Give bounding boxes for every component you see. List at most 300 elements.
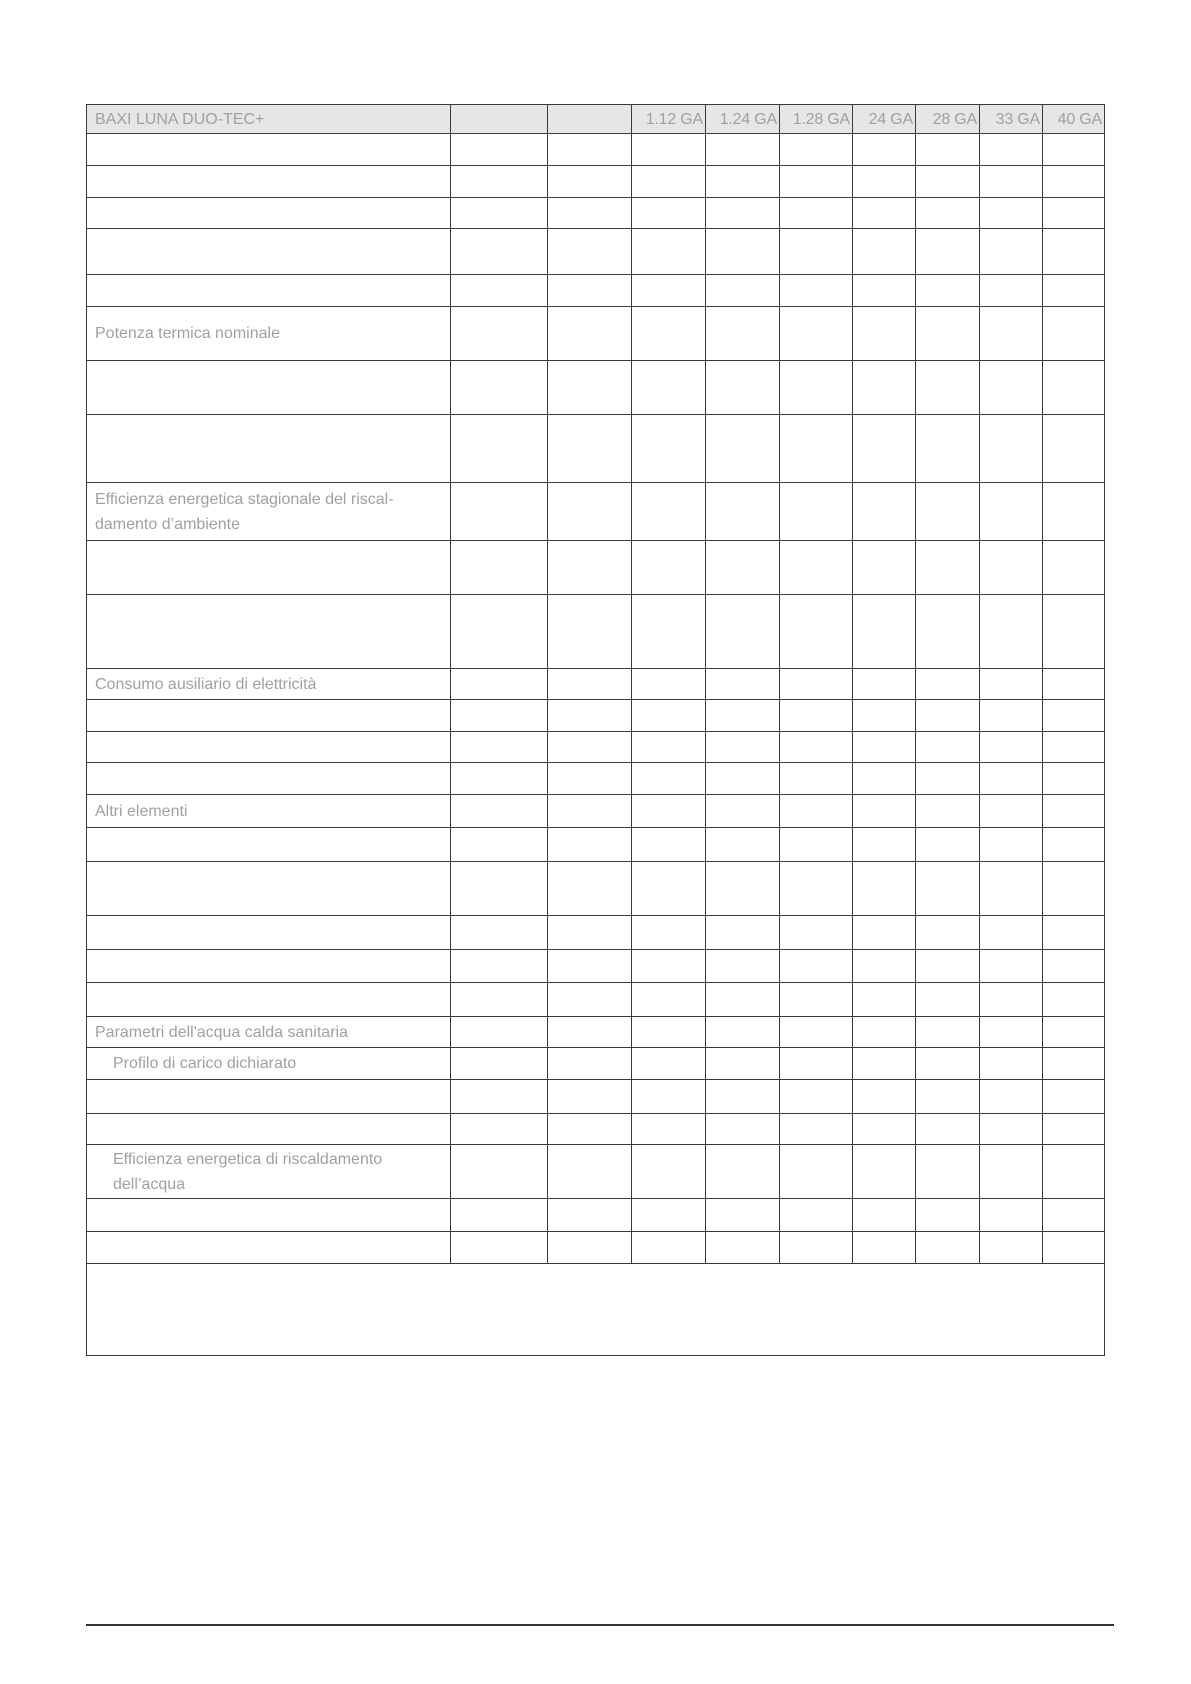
value-cell [548,828,632,862]
value-cell [980,983,1043,1017]
value-cell [780,1017,853,1048]
row-label [87,166,451,198]
value-cell [853,862,916,916]
value-cell [780,916,853,950]
value-cell [632,795,706,828]
value-cell [916,795,980,828]
value-cell [980,828,1043,862]
value-cell [853,1145,916,1199]
value-cell [916,862,980,916]
value-cell [1043,415,1105,483]
value-cell [1043,1145,1105,1199]
value-cell [548,862,632,916]
value-cell [916,541,980,595]
value-cell [853,950,916,983]
value-cell [706,415,780,483]
value-cell [1043,134,1105,166]
value-cell [1043,307,1105,361]
value-cell [451,669,548,700]
row-label [87,732,451,763]
value-cell [706,983,780,1017]
value-cell [632,483,706,541]
value-cell [980,1145,1043,1199]
row-label [87,595,451,669]
value-cell [980,415,1043,483]
value-cell [1043,763,1105,795]
row-label [87,828,451,862]
table-row [87,361,1105,415]
table-row [87,1114,1105,1145]
row-label [87,916,451,950]
table-row [87,763,1105,795]
value-cell [632,166,706,198]
value-cell [632,198,706,229]
value-cell [853,541,916,595]
value-cell [451,983,548,1017]
value-cell [632,1080,706,1114]
value-cell [853,198,916,229]
value-cell [548,1199,632,1232]
value-cell [632,595,706,669]
value-cell [1043,828,1105,862]
value-cell [451,1232,548,1264]
value-cell [980,229,1043,275]
value-cell [706,916,780,950]
value-cell [632,1048,706,1080]
value-cell [1043,361,1105,415]
value-cell [980,862,1043,916]
value-cell [916,198,980,229]
value-cell [980,669,1043,700]
value-cell [706,483,780,541]
value-cell [548,700,632,732]
value-cell [632,828,706,862]
value-cell [916,732,980,763]
table-row [87,198,1105,229]
value-cell [780,1145,853,1199]
value-cell [706,361,780,415]
table-row [87,1048,1105,1080]
value-cell [916,134,980,166]
row-label [87,763,451,795]
value-cell [853,763,916,795]
row-label: Profilo di carico dichiarato [87,1048,451,1080]
value-cell [548,1145,632,1199]
value-cell [780,1232,853,1264]
value-cell [980,198,1043,229]
value-cell [548,134,632,166]
row-label: Efficienza energetica di riscaldamento dell’acqua [87,1145,451,1199]
header-row [87,105,1105,134]
table-body [87,134,1105,1264]
value-cell [632,950,706,983]
value-cell [451,1145,548,1199]
value-cell [548,950,632,983]
model-header: 24 GA [853,105,916,134]
header-empty-cell [548,105,632,134]
row-label [87,541,451,595]
value-cell [451,134,548,166]
value-cell [706,828,780,862]
value-cell [853,983,916,1017]
value-cell [1043,916,1105,950]
value-cell [706,1048,780,1080]
row-label [87,700,451,732]
value-cell [1043,1080,1105,1114]
value-cell [980,361,1043,415]
value-cell [980,1080,1043,1114]
value-cell [780,1080,853,1114]
value-cell [451,275,548,307]
value-cell [706,166,780,198]
value-cell [780,795,853,828]
value-cell [548,669,632,700]
value-cell [780,595,853,669]
value-cell [853,1080,916,1114]
value-cell [980,275,1043,307]
value-cell [632,983,706,1017]
value-cell [980,950,1043,983]
value-cell [706,198,780,229]
value-cell [632,700,706,732]
value-cell [780,950,853,983]
value-cell [706,700,780,732]
value-cell [780,763,853,795]
value-cell [916,1048,980,1080]
value-cell [916,1232,980,1264]
value-cell [706,795,780,828]
value-cell [780,229,853,275]
value-cell [980,1232,1043,1264]
table-row [87,862,1105,916]
value-cell [980,307,1043,361]
value-cell [706,763,780,795]
value-cell [451,229,548,275]
value-cell [706,1232,780,1264]
table-row [87,669,1105,700]
value-cell [916,916,980,950]
value-cell [632,916,706,950]
row-label [87,229,451,275]
value-cell [853,229,916,275]
row-label: Parametri dell'acqua calda sanitaria [87,1017,451,1048]
value-cell [632,1114,706,1145]
value-cell [853,307,916,361]
value-cell [916,763,980,795]
value-cell [548,166,632,198]
value-cell [916,361,980,415]
value-cell [916,1017,980,1048]
value-cell [706,307,780,361]
value-cell [632,275,706,307]
value-cell [548,483,632,541]
table-row [87,541,1105,595]
value-cell [980,134,1043,166]
value-cell [780,541,853,595]
value-cell [548,198,632,229]
value-cell [1043,275,1105,307]
table-row [87,307,1105,361]
value-cell [451,950,548,983]
row-label [87,1080,451,1114]
value-cell [980,1114,1043,1145]
model-header: 33 GA [980,105,1043,134]
value-cell [853,415,916,483]
value-cell [706,1017,780,1048]
value-cell [780,1199,853,1232]
value-cell [548,763,632,795]
table-row [87,1145,1105,1199]
value-cell [980,700,1043,732]
value-cell [548,1048,632,1080]
value-cell [853,669,916,700]
value-cell [548,1017,632,1048]
value-cell [1043,1048,1105,1080]
value-cell [916,166,980,198]
value-cell [548,595,632,669]
value-cell [916,669,980,700]
note-row [87,1264,1105,1356]
value-cell [853,361,916,415]
value-cell [853,700,916,732]
value-cell [451,732,548,763]
value-cell [780,983,853,1017]
row-label [87,983,451,1017]
table-row [87,828,1105,862]
value-cell [980,763,1043,795]
row-label [87,1232,451,1264]
value-cell [916,1114,980,1145]
product-title: BAXI LUNA DUO-TEC+ [87,105,451,134]
value-cell [451,763,548,795]
value-cell [548,361,632,415]
value-cell [1043,541,1105,595]
value-cell [632,1232,706,1264]
table-row [87,700,1105,732]
row-label [87,950,451,983]
value-cell [451,862,548,916]
value-cell [980,1199,1043,1232]
row-label: Efficienza energetica stagionale del riscal-damento d’ambiente [87,483,451,541]
row-label [87,275,451,307]
value-cell [451,361,548,415]
specification-table [86,104,1105,1356]
value-cell [706,275,780,307]
table-row [87,983,1105,1017]
model-header: 28 GA [916,105,980,134]
value-cell [916,229,980,275]
value-cell [548,1080,632,1114]
value-cell [632,134,706,166]
value-cell [853,595,916,669]
value-cell [706,134,780,166]
value-cell [853,483,916,541]
value-cell [451,828,548,862]
table-row [87,950,1105,983]
row-label: Altri elementi [87,795,451,828]
model-header: 1.24 GA [706,105,780,134]
value-cell [853,1232,916,1264]
value-cell [1043,1232,1105,1264]
value-cell [780,669,853,700]
row-label [87,415,451,483]
value-cell [706,1114,780,1145]
value-cell [451,595,548,669]
value-cell [706,1145,780,1199]
value-cell [451,795,548,828]
value-cell [548,275,632,307]
row-label [87,198,451,229]
value-cell [980,1048,1043,1080]
value-cell [853,795,916,828]
value-cell [916,307,980,361]
table-row [87,595,1105,669]
value-cell [916,1145,980,1199]
value-cell [853,1199,916,1232]
value-cell [780,862,853,916]
value-cell [780,700,853,732]
value-cell [548,541,632,595]
value-cell [1043,166,1105,198]
value-cell [780,134,853,166]
value-cell [1043,229,1105,275]
table-row [87,166,1105,198]
value-cell [706,1199,780,1232]
value-cell [916,950,980,983]
value-cell [1043,1017,1105,1048]
value-cell [853,1048,916,1080]
value-cell [1043,983,1105,1017]
table-row [87,134,1105,166]
value-cell [780,415,853,483]
value-cell [632,541,706,595]
value-cell [548,1232,632,1264]
value-cell [451,1017,548,1048]
value-cell [980,595,1043,669]
value-cell [451,1114,548,1145]
value-cell [451,166,548,198]
value-cell [451,1199,548,1232]
value-cell [548,916,632,950]
value-cell [632,361,706,415]
value-cell [632,732,706,763]
value-cell [1043,198,1105,229]
value-cell [706,950,780,983]
footer-rule [86,1624,1114,1626]
header-empty-cell [451,105,548,134]
value-cell [853,1114,916,1145]
value-cell [780,1048,853,1080]
value-cell [451,700,548,732]
note-cell [87,1264,1105,1356]
value-cell [780,828,853,862]
value-cell [632,862,706,916]
value-cell [706,862,780,916]
value-cell [916,595,980,669]
value-cell [451,307,548,361]
row-label [87,1114,451,1145]
row-label [87,361,451,415]
value-cell [916,828,980,862]
value-cell [706,229,780,275]
value-cell [632,1017,706,1048]
value-cell [451,541,548,595]
value-cell [1043,595,1105,669]
value-cell [980,916,1043,950]
value-cell [1043,795,1105,828]
value-cell [1043,700,1105,732]
value-cell [451,1080,548,1114]
model-header: 1.28 GA [780,105,853,134]
value-cell [916,1080,980,1114]
table-row [87,916,1105,950]
value-cell [853,916,916,950]
row-label: Potenza termica nominale [87,307,451,361]
model-header: 1.12 GA [632,105,706,134]
value-cell [1043,1199,1105,1232]
value-cell [1043,862,1105,916]
value-cell [853,732,916,763]
value-cell [916,700,980,732]
value-cell [780,166,853,198]
value-cell [548,307,632,361]
value-cell [780,361,853,415]
value-cell [632,669,706,700]
table-row [87,275,1105,307]
value-cell [632,229,706,275]
value-cell [451,916,548,950]
value-cell [980,483,1043,541]
value-cell [853,1017,916,1048]
value-cell [1043,732,1105,763]
value-cell [548,415,632,483]
value-cell [548,1114,632,1145]
value-cell [548,795,632,828]
value-cell [548,732,632,763]
value-cell [780,307,853,361]
value-cell [916,415,980,483]
value-cell [980,541,1043,595]
value-cell [853,828,916,862]
value-cell [632,1145,706,1199]
value-cell [916,983,980,1017]
value-cell [706,669,780,700]
value-cell [1043,483,1105,541]
value-cell [780,275,853,307]
value-cell [916,483,980,541]
row-label [87,862,451,916]
value-cell [706,541,780,595]
value-cell [853,166,916,198]
value-cell [451,1048,548,1080]
table-row [87,1017,1105,1048]
value-cell [980,166,1043,198]
table-row [87,415,1105,483]
table-row [87,483,1105,541]
value-cell [853,134,916,166]
table-row [87,1080,1105,1114]
value-cell [780,1114,853,1145]
table-row [87,732,1105,763]
value-cell [853,275,916,307]
table-row [87,1232,1105,1264]
value-cell [451,483,548,541]
row-label: Consumo ausiliario di elettricità [87,669,451,700]
row-label [87,1199,451,1232]
value-cell [980,795,1043,828]
value-cell [632,1199,706,1232]
value-cell [980,1017,1043,1048]
